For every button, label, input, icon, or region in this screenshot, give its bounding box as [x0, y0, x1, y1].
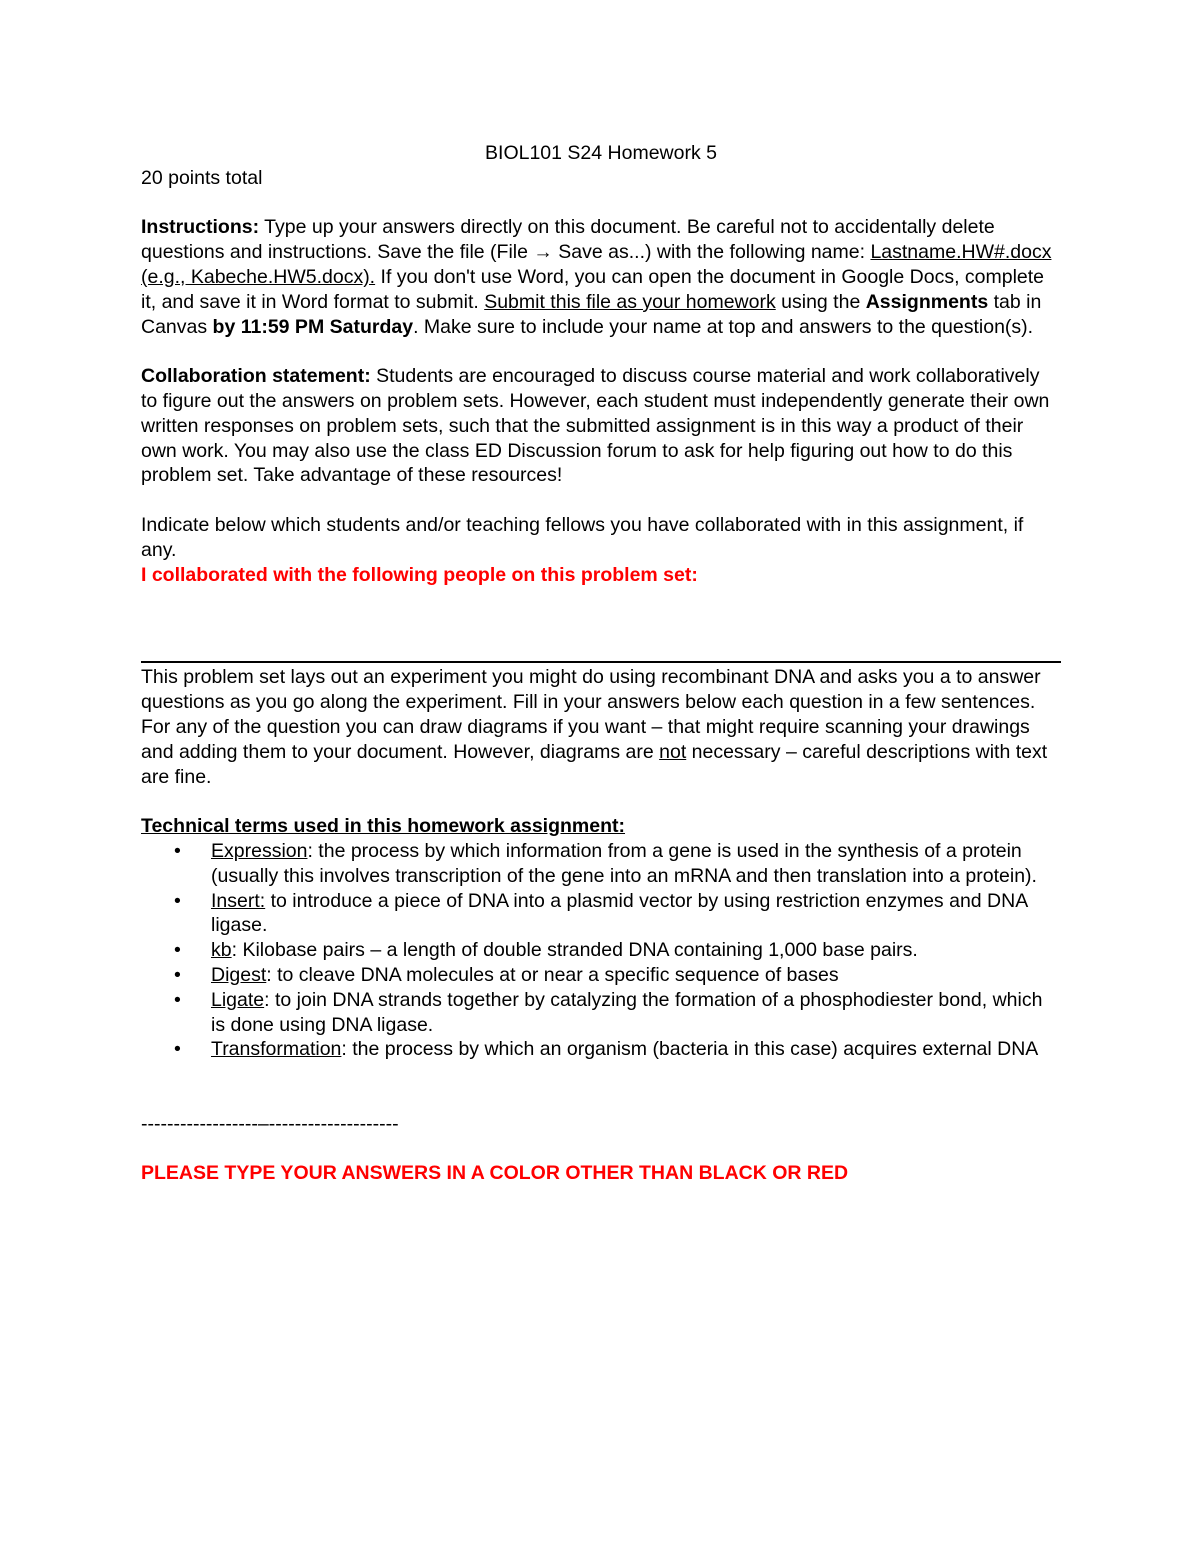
points-total: 20 points total: [141, 166, 263, 189]
term-name: Ligate: [211, 988, 265, 1011]
bullet-icon: •: [174, 1038, 181, 1061]
instructions-text-2: Save as...) with the following name:: [552, 241, 871, 264]
filename-format: Lastname.HW#.docx (e.g., Kabeche.HW5.docx).: [141, 241, 1052, 288]
instructions-text-6: . Make sure to include your name at top and answers to the question(s).: [413, 315, 1034, 338]
separator-line: ------------------–--------------------: [141, 1112, 399, 1135]
instructions-text-3: If you don't use Word, you can open the document in Google Docs, complete it, and save it in Word format to submit.: [141, 265, 1045, 313]
instructions-text-1: Type up your answers directly on this document. Be careful not to accidentally delete questions and instructions. Save the file (File: [141, 216, 995, 264]
intro-text-2: necessary – careful descriptions with text are fine.: [141, 740, 1048, 788]
term-name: Expression: [211, 839, 308, 862]
bullet-icon: •: [174, 988, 181, 1011]
document-title: BIOL101 S24 Homework 5: [485, 142, 717, 164]
list-item: [141, 963, 1061, 988]
bullet-icon: •: [174, 963, 181, 986]
terms-heading-text: Technical terms used in this homework assignment:: [141, 815, 626, 838]
terms-list: [141, 839, 1061, 1062]
term-name: Transformation: [211, 1038, 342, 1061]
not-underlined: not: [659, 740, 687, 763]
terms-heading: [141, 814, 1061, 839]
right-arrow-icon: →: [533, 241, 553, 264]
term-definition: to introduce a piece of DNA into a plasmid vector by using restriction enzymes and DNA ligase.: [211, 889, 1028, 937]
term-definition: : the process by which an organism (bacteria in this case) acquires external DNA: [341, 1038, 1039, 1061]
instructions-paragraph: [141, 215, 1061, 339]
intro-paragraph: [141, 665, 1061, 789]
submit-link: Submit this file as your homework: [484, 290, 776, 313]
horizontal-rule: [141, 661, 1061, 663]
term-name: Digest: [211, 963, 267, 986]
list-item: [141, 988, 1061, 1038]
collaboration-paragraph: [141, 364, 1061, 488]
collaboration-label: Collaboration statement:: [141, 365, 371, 388]
bullet-icon: •: [174, 839, 181, 862]
document-body: [141, 141, 1061, 1186]
list-item: [141, 938, 1061, 963]
instructions-label: Instructions:: [141, 216, 260, 239]
intro-text-1: This problem set lays out an experiment you might do using recombinant DNA and asks you a to answer questions as you go along the experiment. Fill in your answers below each question in a few sentences. For any of the question you can draw diagrams if you want – that might require scanning your drawings and adding them to your document. However, diagrams are: [141, 666, 1041, 763]
assignments-label: Assignments: [865, 290, 989, 313]
term-definition: : to cleave DNA molecules at or near a specific sequence of bases: [266, 963, 839, 986]
answer-color-notice: PLEASE TYPE YOUR ANSWERS IN A COLOR OTHER THAN BLACK OR RED: [141, 1162, 849, 1185]
collaboration-statement: I collaborated with the following people on this problem set:: [141, 563, 698, 586]
term-definition: : to join DNA strands together by catalyzing the formation of a phosphodiester bond, which is done using DNA ligase.: [211, 988, 1043, 1036]
deadline: by 11:59 PM Saturday: [212, 315, 414, 338]
instructions-text-5: tab in Canvas: [141, 290, 1042, 338]
list-item: [141, 839, 1061, 889]
term-definition: : the process by which information from a gene is used in the synthesis of a protein (usually this involves transcription of the gene into an mRNA and then translation into a protein).: [211, 839, 1037, 887]
term-definition: : Kilobase pairs – a length of double stranded DNA containing 1,000 base pairs.: [231, 939, 918, 962]
bullet-icon: •: [174, 889, 181, 912]
bullet-icon: •: [174, 939, 181, 962]
term-name: kb: [211, 939, 232, 962]
indicate-collaborators: Indicate below which students and/or teaching fellows you have collaborated with in this assignment, if any.: [141, 513, 1024, 561]
list-item: [141, 889, 1061, 939]
term-name: Insert:: [211, 889, 266, 912]
instructions-text-4: using the: [775, 290, 866, 313]
list-item: [141, 1037, 1061, 1062]
collaboration-text: Students are encouraged to discuss course material and work collaboratively to figure out the answers on problem sets. However, each student must independently generate their own written responses on problem sets, such that the submitted assignment is in this way a product of their own work. You may also use the class ED Discussion forum to ask for help figuring out how to do this problem set. Take advantage of these resources!: [141, 365, 1050, 487]
